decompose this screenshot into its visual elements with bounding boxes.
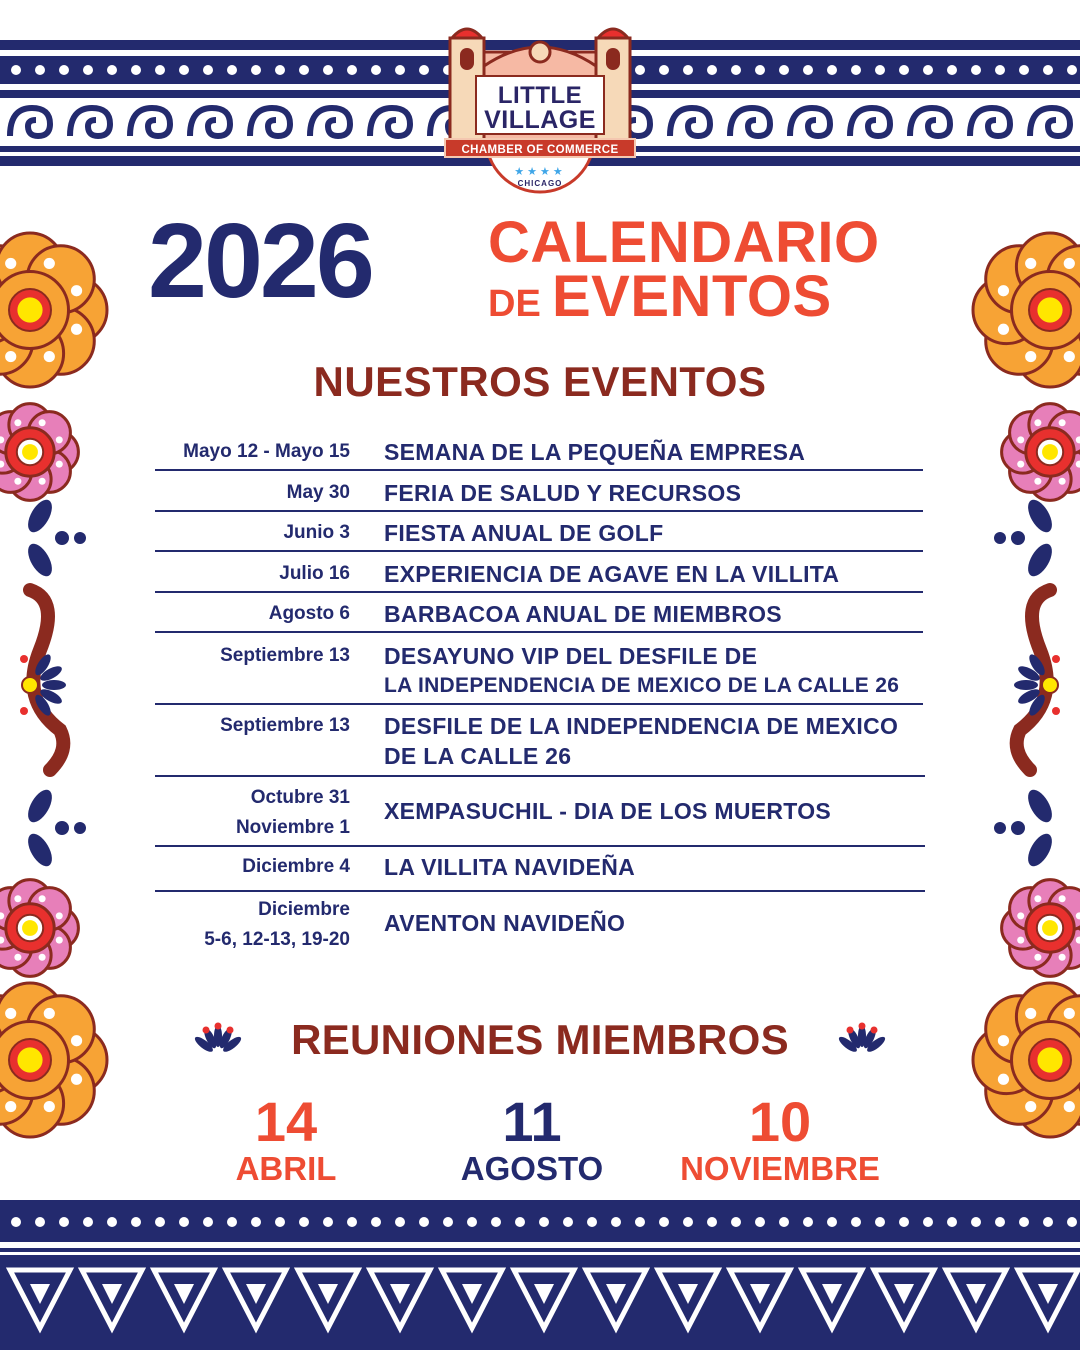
event-date-line2: 5-6, 12-13, 19-20 xyxy=(204,929,350,950)
logo-stars: ★★★★ xyxy=(514,166,566,178)
event-name-line1: DESAYUNO VIP DEL DESFILE DE xyxy=(384,643,758,669)
row-divider xyxy=(155,703,923,705)
row-divider xyxy=(155,631,923,633)
event-name: FERIA DE SALUD Y RECURSOS xyxy=(384,480,742,506)
meeting-month: ABRIL xyxy=(235,1150,337,1187)
row-divider xyxy=(155,510,923,512)
events-title: NUESTROS EVENTOS xyxy=(313,358,767,405)
logo-text-little: LITTLE xyxy=(497,82,583,109)
event-name xyxy=(384,711,974,771)
meeting-day: 11 xyxy=(502,1090,562,1153)
logo-city: CHICAGO xyxy=(517,179,563,188)
event-name xyxy=(384,641,974,701)
calendar-heading-line1: CALENDARIO xyxy=(488,210,880,275)
row-divider xyxy=(155,845,925,847)
event-date-line1: Octubre 31 xyxy=(250,787,350,808)
event-date: Agosto 6 xyxy=(268,603,350,624)
event-name: XEMPASUCHIL - DIA DE LOS MUERTOS xyxy=(384,798,832,824)
event-date xyxy=(150,783,350,843)
event-date-line2: Noviembre 1 xyxy=(235,817,350,838)
meeting-date-august xyxy=(432,1090,632,1187)
row-divider xyxy=(155,890,925,892)
event-date-line1: Diciembre xyxy=(258,899,350,920)
year-heading: 2026 xyxy=(148,202,372,320)
row-divider xyxy=(155,550,923,552)
event-name: LA VILLITA NAVIDEÑA xyxy=(384,854,636,880)
right-large-flower xyxy=(950,970,1080,1170)
event-date: May 30 xyxy=(286,482,350,503)
meeting-day: 14 xyxy=(254,1090,318,1153)
meeting-date-november xyxy=(660,1090,900,1187)
logo-text-village: VILLAGE xyxy=(484,106,596,134)
event-date: Diciembre 4 xyxy=(242,856,350,877)
event-date xyxy=(150,895,350,955)
bottom-border-pattern xyxy=(0,1200,1080,1350)
left-floral-border xyxy=(0,220,130,1000)
calendar-heading-line2: EVENTOS xyxy=(552,264,832,329)
row-divider xyxy=(155,591,923,593)
meeting-date-april xyxy=(196,1090,376,1187)
event-date: Septiembre 13 xyxy=(220,645,350,666)
event-name: AVENTON NAVIDEÑO xyxy=(384,910,626,936)
event-name: BARBACOA ANUAL DE MIEMBROS xyxy=(384,601,782,627)
meeting-month: AGOSTO xyxy=(460,1150,604,1187)
logo-banner: CHAMBER OF COMMERCE xyxy=(444,138,636,158)
event-date: Julio 16 xyxy=(279,563,350,584)
event-date: Septiembre 13 xyxy=(220,715,350,736)
event-date: Mayo 12 - Mayo 15 xyxy=(183,441,350,462)
event-name: EXPERIENCIA DE AGAVE EN LA VILLITA xyxy=(384,561,840,587)
event-name: SEMANA DE LA PEQUEÑA EMPRESA xyxy=(384,439,806,465)
chamber-logo xyxy=(436,18,644,194)
meetings-title: REUNIONES MIEMBROS xyxy=(291,1016,789,1063)
row-divider xyxy=(155,775,925,777)
event-name-line2: DE LA CALLE 26 xyxy=(384,743,572,769)
meeting-month: NOVIEMBRE xyxy=(680,1150,880,1187)
event-date: Junio 3 xyxy=(283,522,350,543)
row-divider xyxy=(155,469,923,471)
event-name: FIESTA ANUAL DE GOLF xyxy=(384,520,664,546)
event-name-line2: LA INDEPENDENCIA DE MEXICO DE LA CALLE 26 xyxy=(384,674,900,697)
calendar-heading-de: DE xyxy=(488,283,541,325)
event-name-line1: DESFILE DE LA INDEPENDENCIA DE MEXICO xyxy=(384,713,899,739)
meeting-day: 10 xyxy=(748,1090,812,1153)
left-large-flower xyxy=(0,970,130,1170)
